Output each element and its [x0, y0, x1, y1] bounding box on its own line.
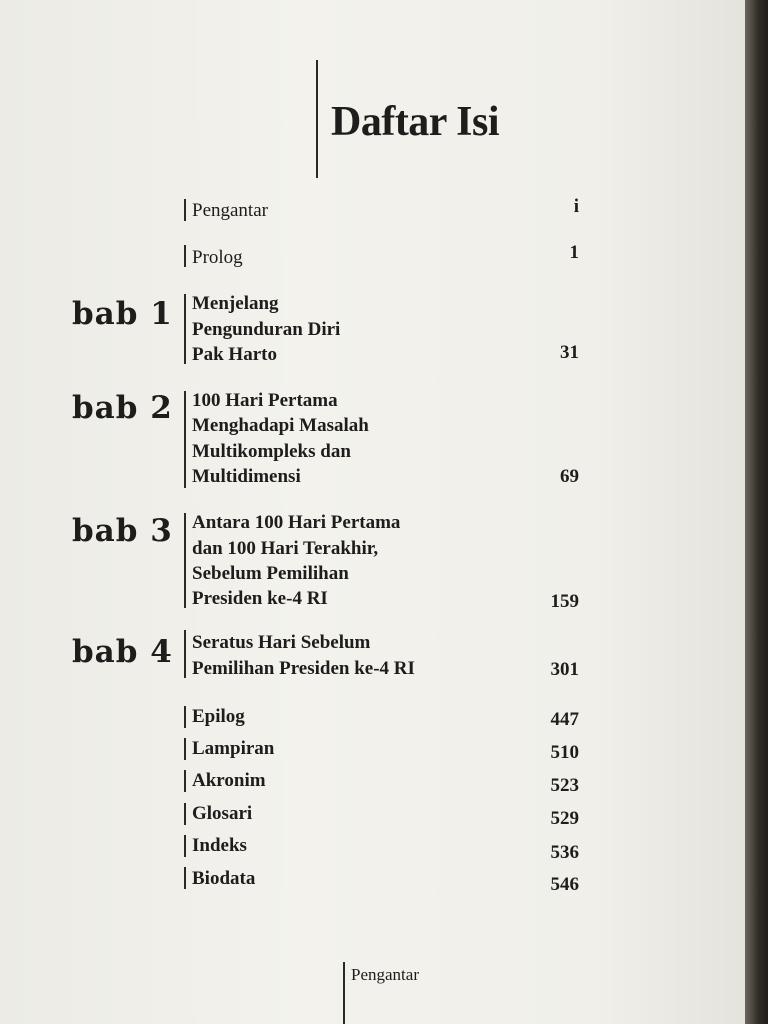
chapter-title-line: Pemilihan Presiden ke-4 RI	[192, 658, 415, 679]
entry-page: 510	[550, 742, 579, 763]
entry-page: 31	[560, 342, 579, 363]
chapter-title-line: 100 Hari Pertama	[192, 390, 338, 411]
entry-page: i	[573, 196, 579, 217]
entry-label: Indeks	[192, 835, 247, 856]
entry-page: 546	[550, 874, 579, 895]
entry-page: 529	[550, 808, 579, 829]
page-edge-shadow	[745, 0, 768, 1024]
entry-bar	[184, 770, 186, 792]
chapter-title-line: dan 100 Hari Terakhir,	[192, 538, 379, 559]
chapter-title-line: Sebelum Pemilihan	[192, 563, 349, 584]
entry-page: 523	[550, 775, 579, 796]
chapter-title-line: Menghadapi Masalah	[192, 415, 369, 436]
chapter-title-line: Presiden ke-4 RI	[192, 588, 328, 609]
chapter-title-line: Pak Harto	[192, 344, 277, 365]
chapter-title-line: Menjelang	[192, 293, 279, 314]
entry-bar	[184, 245, 186, 267]
entry-label: Lampiran	[192, 738, 275, 759]
entry-page: 1	[569, 242, 579, 263]
running-footer: Pengantar	[351, 965, 419, 984]
entry-label: Prolog	[192, 247, 243, 268]
entry-bar	[184, 738, 186, 760]
entry-page: 301	[550, 659, 579, 680]
entry-bar	[184, 630, 186, 678]
entry-label: Epilog	[192, 706, 245, 727]
entry-label: Glosari	[192, 803, 253, 824]
chapter-label: bab 3	[72, 513, 173, 549]
chapter-title-line: Antara 100 Hari Pertama	[192, 512, 401, 533]
entry-page: 69	[560, 466, 579, 487]
chapter-label: bab 2	[72, 390, 173, 426]
entry-bar	[184, 294, 186, 364]
chapter-label: bab 4	[72, 634, 173, 670]
footer-rule	[343, 962, 345, 1024]
entry-bar	[184, 199, 186, 221]
page-title: Daftar Isi	[331, 99, 500, 145]
entry-bar	[184, 803, 186, 825]
entry-bar	[184, 391, 186, 488]
entry-page: 447	[550, 709, 579, 730]
entry-label: Akronim	[192, 770, 266, 791]
chapter-title-line: Pengunduran Diri	[192, 319, 341, 340]
entry-bar	[184, 867, 186, 889]
chapter-label: bab 1	[72, 296, 173, 332]
chapter-title-line: Multidimensi	[192, 466, 301, 487]
entry-bar	[184, 706, 186, 728]
chapter-title-line: Multikompleks dan	[192, 441, 351, 462]
entry-page: 536	[550, 842, 579, 863]
chapter-title-line: Seratus Hari Sebelum	[192, 632, 371, 653]
entry-bar	[184, 513, 186, 608]
entry-label: Biodata	[192, 868, 256, 889]
entry-bar	[184, 835, 186, 857]
entry-label: Pengantar	[192, 200, 268, 221]
entry-page: 159	[550, 591, 579, 612]
